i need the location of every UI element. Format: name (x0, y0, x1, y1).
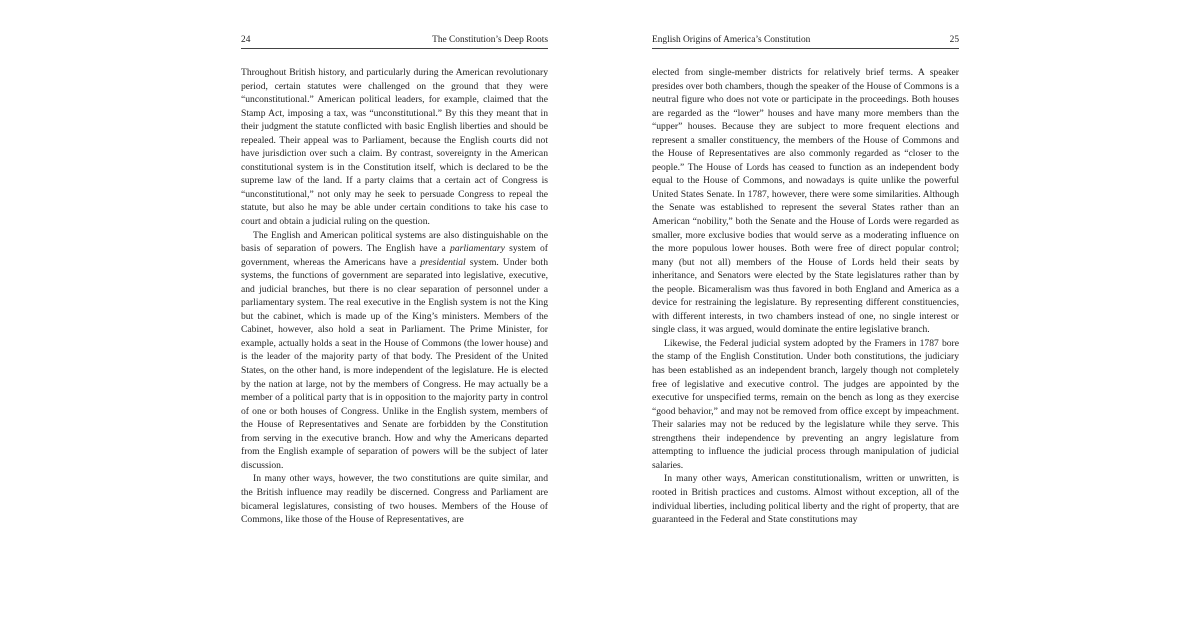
right-page-number: 25 (949, 35, 959, 45)
italic-term: presidential (420, 256, 466, 268)
right-paragraph-3 (652, 472, 959, 526)
right-body-text (652, 66, 959, 527)
text-run: Throughout British history, and particularly during the American revolutionary period, certain statutes were challenged on the ground that they were “unconstitutional.” American political leaders, for example, claimed that the Stamp Act, imposing a tax, was “unconstitutional.” By this they meant that in their judgment the statute conflicted with basic English liberties and should be repealed. Their appeal was to Parliament, because the English courts did not have jurisdiction over such a claim. By contrast, sovereignty in the American constitutional system is in the Constitution itself, which is declared to be the supreme law of the land. If a party claims that a certain act of Congress is “unconstitutional,” not only may he seek to persuade Congress to repeal the statute, but also he may be able under certain conditions to take his case to court and obtain a judicial ruling on the question. (241, 67, 548, 228)
left-paragraph-3 (241, 472, 548, 526)
right-page (652, 34, 959, 527)
left-running-head (241, 34, 548, 49)
text-run: The English and American political systems are also distinguishable on the basis of separation of powers. The English have a (241, 229, 548, 255)
right-paragraph-1 (652, 66, 959, 337)
left-paragraph-2 (241, 229, 548, 473)
text-run: elected from single-member districts for relatively brief terms. A speaker presides over both chambers, though the speaker of the House of Commons is a neutral figure who does not vote or participate in the proceedings. Both houses are regarded as the “lower” houses and have many more members than the “upper” houses. Because they are subject to more frequent elections and represent a smaller constituency, the members of the House of Commons and the House of Representatives are also commonly regarded as “closer to the people.” The House of Lords has ceased to function as an independent body equal to the House of Commons, and nowadays is quite unlike the powerful United States Senate. In 1787, however, there were some similarities. Although the Senate was established to represent the several States rather than an American “nobility,” both the Senate and the House of Lords were regarded as smaller, more exclusive bodies that would serve as a moderating influence on the more populous lower houses. Both were free of direct popular control; many (but not all) members of the House of Lords held their seats by inheritance, and Senators were elected by the State legislatures rather than by the people. Bicameralism was thus favored in both England and America as a device for restraining the legislature. By representing different constituencies, with different interests, in two chambers instead of one, no single interest or single class, it was argued, would dominate the entire legislative branch. (652, 67, 959, 336)
left-paragraph-1 (241, 66, 548, 229)
text-run: Likewise, the Federal judicial system adopted by the Framers in 1787 bore the stamp of the English Constitution. Under both constitutions, the judiciary has been established as an independent branch, largely though not completely free of legislative and executive control. The judges are appointed by the executive for unspecified terms, remain on the bench as long as they exercise “good behavior,” and may not be removed from office except by impeachment. Their salaries may not be reduced by the legislature while they serve. This strengthens their independence by preventing an angry legislature from attempting to influence the judicial process through manipulation of judicial salaries. (652, 337, 959, 471)
right-running-head (652, 34, 959, 49)
italic-term: parliamentary (450, 243, 505, 255)
text-run: system. Under both systems, the functions of government are separated into legislative, executive, and judicial branches, but there is no clear separation of personnel under a parliamentary system. The real executive in the English system is not the King but the cabinet, which is made up of the King’s ministers. Members of the Cabinet, however, also hold a seat in Parliament. The Prime Minister, for example, actually holds a seat in the House of Commons (the lower house) and is the leader of the majority party of that body. The President of the United States, on the other hand, is more independent of the legislature. He is elected by the nation at large, not by the members of Congress. He may actually be a member of a political party that is in opposition to the majority party in control of one or both houses of Congress. Unlike in the English system, members of the House of Representatives and Senate are forbidden by the Constitution from serving in the executive branch. How and why the Americans departed from the English example of separation of powers will be the subject of later discussion. (241, 256, 549, 471)
right-running-title: English Origins of America’s Constitution (652, 35, 811, 45)
left-running-title: The Constitution’s Deep Roots (432, 35, 548, 45)
left-page (241, 34, 548, 527)
text-run: In many other ways, however, the two constitutions are quite similar, and the British influence may readily be discerned. Congress and Parliament are bicameral legislatures, consisting of two houses. Members of the House of Commons, like those of the House of Representatives, are (241, 473, 548, 526)
left-page-number: 24 (241, 35, 251, 45)
text-run: system of government, whereas the Americans have a (241, 243, 548, 268)
left-body-text (241, 66, 548, 527)
text-run: In many other ways, American constitutionalism, written or unwritten, is rooted in British practices and customs. Almost without exception, all of the individual liberties, including political liberty and the right of property, that are guaranteed in the Federal and State constitutions may (652, 473, 959, 526)
right-paragraph-2 (652, 337, 959, 472)
